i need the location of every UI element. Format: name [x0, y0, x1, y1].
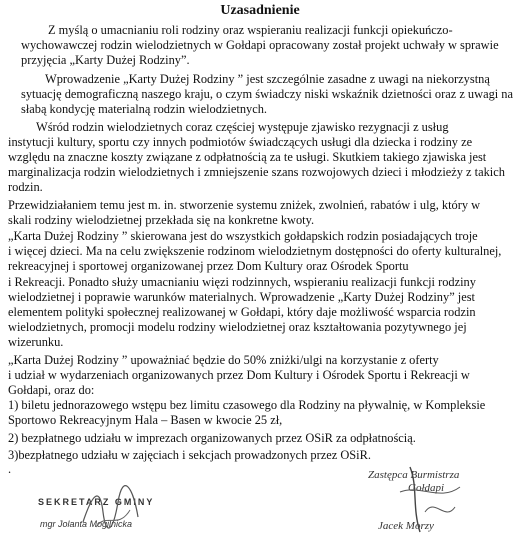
body-line: rodzin. — [8, 180, 43, 194]
body-line: 1) biletu jednorazowego wstępu bez limitu czasowego dla Rodziny na pływalnię, w Kompleksie — [8, 398, 486, 412]
body-line: . — [8, 462, 12, 476]
body-line: wizerunku. — [8, 335, 64, 349]
body-line: Wśród rodzin wielodzietnych coraz częściej występuje zjawisko rezygnacji z usług — [36, 120, 449, 134]
secretary-name: mgr Jolanta Mogilnicka — [40, 519, 133, 529]
deputy-mayor-stamp: Zastępca Burmistrza — [368, 469, 460, 481]
body-line: 2) bezpłatnego udziału w imprezach organizowanych przez OSiR za odpłatnością. — [8, 431, 416, 445]
body-line: skali rodziny wielodzietnej przekłada się na konkretne kwoty. — [8, 213, 315, 227]
body-line: względu na znaczne koszty związane z odpłatnością za te usługi. Skutkiem takiego zjawiska jest — [8, 150, 487, 164]
body-line: wielodzietnych, promocji modelu rodziny wielodzietnej oraz kształtowania pozytywnego jej — [8, 320, 467, 334]
body-line: sytuację demograficzną naszego kraju, o czym świadczy niski wskaźnik dzietności oraz z uwagi na — [21, 87, 513, 101]
body-line: Z myślą o umacnianiu roli rodziny oraz wspieraniu realizacji funkcji opiekuńczo- — [48, 23, 453, 37]
body-line: wielodzietnej i poprawie warunków materialnych. Wprowadzenie „Karty Dużej Rodziny” jest — [8, 290, 476, 304]
secretary-signature — [78, 482, 148, 537]
body-line: Wprowadzenie „Karty Dużej Rodziny ” jest szczególnie zasadne z uwagi na niekorzystną — [45, 72, 490, 86]
body-line: 3)bezpłatnego udziału w zajęciach i sekcjach prowadzonych przez OSiR. — [8, 448, 371, 462]
body-line: Gołdapi, oraz do: — [8, 383, 95, 397]
body-line: Sportowo Rekreacyjnym Hala – Basen w kwocie 25 zł, — [8, 413, 283, 427]
body-line: marginalizacja rodzin wielodzietnych i zmniejszenie szans rozwojowych dzieci i młodzieży z takich — [8, 165, 505, 179]
deputy-mayor-signature — [390, 462, 470, 537]
body-line: i Rekreacji. Ponadto służy umacnianiu więzi rodzinnych, wspieraniu realizacji funkcji rodziny — [8, 275, 476, 289]
body-line: i więcej dzieci. Ma na celu zwiększenie rodzinom wielodzietnym dostępności do oferty kulturalnej, — [8, 244, 502, 258]
body-line: „Karta Dużej Rodziny ” skierowana jest do wszystkich gołdapskich rodzin posiadających troje — [8, 229, 478, 243]
body-line: rekreacyjnej i sportowej organizowanej przez Dom Kultury oraz Ośrodek Sportu — [8, 259, 409, 273]
body-line: elementem polityki społecznej realizowanej w Gołdapi, który daje możliwość wsparcia rodzin — [8, 305, 476, 319]
body-line: słabą kondycję materialną rodzin wielodzietnych. — [21, 102, 267, 116]
body-line: Przewidziałaniem temu jest m. in. stworzenie systemu zniżek, zwolnień, rabatów i ulg, który w — [8, 198, 481, 212]
body-line: „Karta Dużej Rodziny ” upoważniać będzie do 50% zniżki/ulgi na korzystanie z oferty — [8, 353, 439, 367]
deputy-mayor-name: Jacek Morzy — [378, 520, 434, 532]
body-line: wychowawczej rodzin wielodzietnych w Gołdapi opracowany został projekt uchwały w sprawie — [21, 38, 499, 52]
document-title: Uzasadnienie — [220, 3, 300, 18]
secretary-stamp: SEKRETARZ GMINY — [38, 497, 155, 507]
body-line: i udział w wydarzeniach organizowanych przez Dom Kultury i Ośrodek Sportu i Rekreacji w — [8, 368, 470, 382]
body-line: przyjęcia „Karty Dużej Rodziny”. — [21, 53, 190, 67]
deputy-mayor-stamp-town: Gołdapi — [408, 482, 445, 494]
body-line: instytucji kultury, sportu czy innych podmiotów świadczących usługi dla dziecka i rodziny ze — [8, 135, 473, 149]
